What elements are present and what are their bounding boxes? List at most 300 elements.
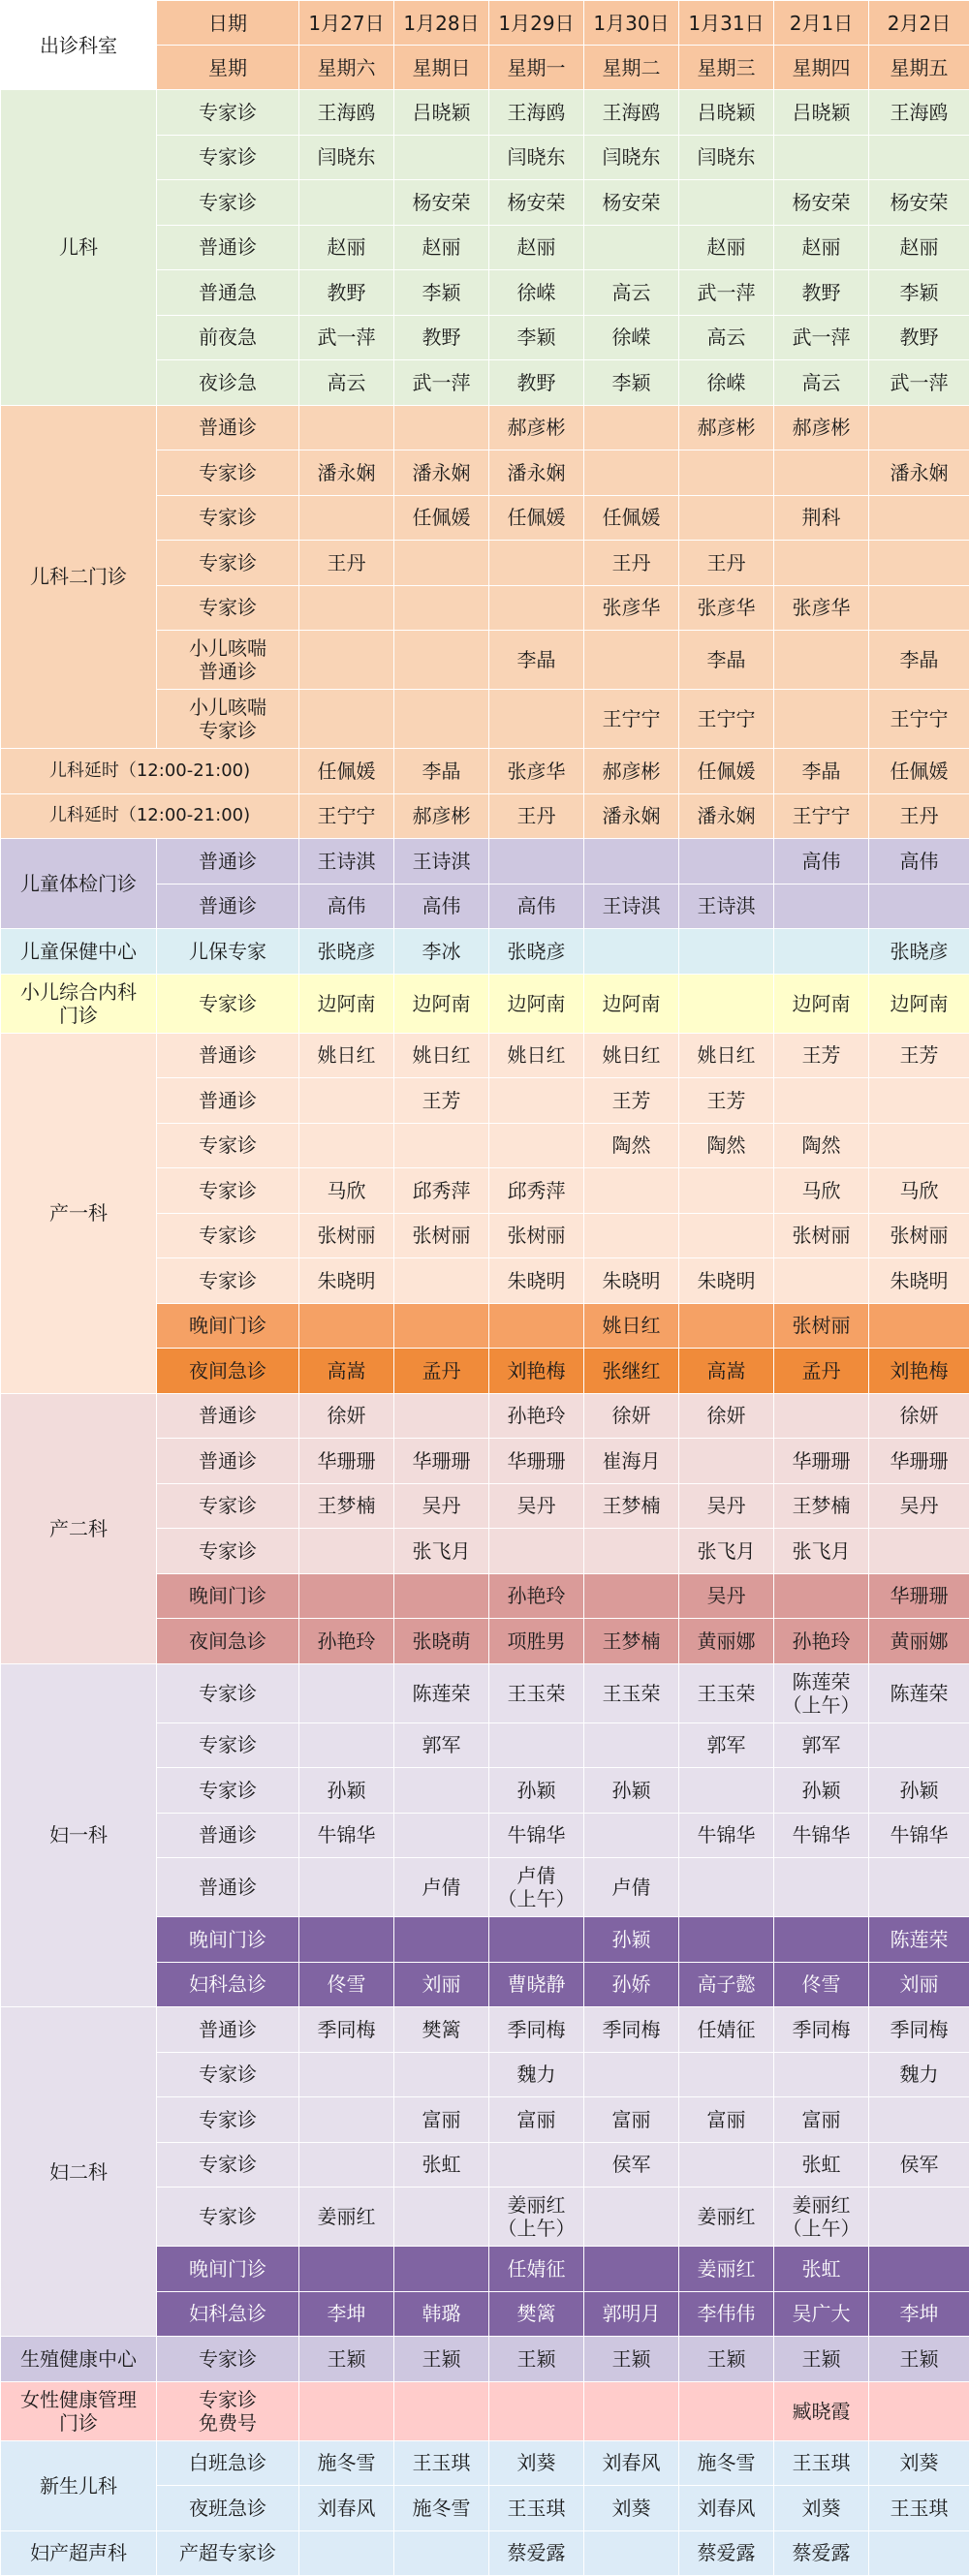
doctor-cell: 王海鸥 <box>584 90 679 136</box>
department-cell: 妇一科 <box>1 1663 157 2007</box>
clinic-type-cell: 小儿咳喘 普通诊 <box>157 631 299 690</box>
doctor-cell: 牛锦华 <box>774 1813 869 1858</box>
doctor-cell: 任佩媛 <box>869 749 969 794</box>
doctor-cell <box>299 1573 394 1619</box>
doctor-cell <box>299 2530 394 2576</box>
doctor-cell <box>679 180 774 226</box>
doctor-cell: 吕晓颖 <box>774 90 869 136</box>
doctor-cell: 孙颖 <box>584 1768 679 1814</box>
doctor-cell: 王梦楠 <box>774 1483 869 1529</box>
doctor-cell: 富丽 <box>489 2097 584 2143</box>
doctor-cell: 富丽 <box>584 2097 679 2143</box>
doctor-cell <box>869 1123 969 1168</box>
doctor-cell: 姜丽红 <box>679 2188 774 2247</box>
doctor-cell: 孙颖 <box>584 1917 679 1963</box>
clinic-type-cell: 专家诊 <box>157 1483 299 1529</box>
clinic-type-cell: 普通诊 <box>157 1813 299 1858</box>
doctor-cell <box>394 1768 489 1814</box>
doctor-cell: 华珊珊 <box>869 1573 969 1619</box>
doctor-cell: 王丹 <box>299 541 394 586</box>
doctor-cell: 牛锦华 <box>489 1813 584 1858</box>
doctor-cell: 高云 <box>774 360 869 406</box>
doctor-cell: 施冬雪 <box>394 2486 489 2531</box>
doctor-cell: 徐嵘 <box>489 270 584 316</box>
doctor-cell: 蔡爱露 <box>489 2530 584 2576</box>
doctor-cell <box>679 495 774 541</box>
doctor-cell: 潘永娴 <box>489 450 584 496</box>
doctor-cell: 王宁宁 <box>584 690 679 749</box>
doctor-cell <box>394 2530 489 2576</box>
doctor-cell: 潘永娴 <box>299 450 394 496</box>
clinic-type-cell: 专家诊 <box>157 2337 299 2382</box>
doctor-cell: 教野 <box>774 270 869 316</box>
doctor-cell: 王海鸥 <box>869 90 969 136</box>
doctor-cell: 侯军 <box>869 2142 969 2188</box>
doctor-cell: 姜丽红 （上午） <box>489 2188 584 2247</box>
doctor-cell: 刘春风 <box>679 2486 774 2531</box>
doctor-cell: 王梦楠 <box>584 1483 679 1529</box>
doctor-cell: 邱秀萍 <box>394 1168 489 1214</box>
doctor-cell: 陈莲荣 <box>869 1663 969 1723</box>
doctor-cell: 边阿南 <box>299 974 394 1033</box>
doctor-cell: 季同梅 <box>584 2007 679 2053</box>
doctor-cell <box>394 1917 489 1963</box>
doctor-cell: 陈莲荣 （上午） <box>774 1663 869 1723</box>
doctor-cell: 姜丽红 <box>299 2188 394 2247</box>
doctor-cell: 潘永娴 <box>679 793 774 839</box>
clinic-type-cell: 夜诊急 <box>157 360 299 406</box>
doctor-cell: 富丽 <box>394 2097 489 2143</box>
clinic-type-cell: 夜班急诊 <box>157 2486 299 2531</box>
clinic-type-cell: 产超专家诊 <box>157 2530 299 2576</box>
doctor-cell <box>394 1123 489 1168</box>
doctor-cell: 张晓彦 <box>299 929 394 975</box>
doctor-cell: 任婧征 <box>679 2007 774 2053</box>
doctor-cell: 邱秀萍 <box>489 1168 584 1214</box>
doctor-cell: 王玉琪 <box>394 2440 489 2486</box>
doctor-cell: 张继红 <box>584 1349 679 1394</box>
doctor-cell <box>869 1858 969 1917</box>
doctor-cell <box>869 585 969 631</box>
doctor-cell: 王诗淇 <box>299 839 394 885</box>
doctor-cell: 李坤 <box>869 2291 969 2337</box>
doctor-cell: 张树丽 <box>299 1213 394 1258</box>
schedule-row <box>1 929 969 975</box>
doctor-cell: 徐嵘 <box>679 360 774 406</box>
doctor-cell: 郭明月 <box>584 2291 679 2337</box>
doctor-cell: 赵丽 <box>394 225 489 270</box>
doctor-cell <box>679 1858 774 1917</box>
doctor-cell: 王丹 <box>869 793 969 839</box>
doctor-cell: 高子懿 <box>679 1962 774 2007</box>
doctor-cell: 赵丽 <box>679 225 774 270</box>
doctor-cell: 朱晓明 <box>299 1258 394 1304</box>
doctor-cell: 王丹 <box>679 541 774 586</box>
clinic-type-cell: 晚间门诊 <box>157 1573 299 1619</box>
doctor-cell <box>679 1439 774 1484</box>
schedule-row <box>1 1663 969 1723</box>
schedule-row <box>1 2440 969 2486</box>
doctor-cell <box>299 2142 394 2188</box>
doctor-cell <box>489 690 584 749</box>
doctor-cell: 武一萍 <box>394 360 489 406</box>
doctor-cell: 李伟伟 <box>679 2291 774 2337</box>
doctor-cell <box>584 2188 679 2247</box>
doctor-cell: 王颖 <box>394 2337 489 2382</box>
doctor-cell <box>489 541 584 586</box>
clinic-type-cell: 专家诊 <box>157 1529 299 1574</box>
clinic-type-cell: 专家诊 <box>157 1723 299 1768</box>
doctor-cell <box>299 1723 394 1768</box>
doctor-cell: 闫晓东 <box>489 135 584 180</box>
doctor-cell <box>774 135 869 180</box>
doctor-cell <box>584 1813 679 1858</box>
department-cell: 产一科 <box>1 1033 157 1393</box>
doctor-cell <box>489 1303 584 1349</box>
doctor-cell <box>299 1917 394 1963</box>
clinic-type-cell: 专家诊 <box>157 1663 299 1723</box>
doctor-cell: 任婧征 <box>489 2247 584 2292</box>
doctor-cell: 李坤 <box>299 2291 394 2337</box>
doctor-cell: 高嵩 <box>299 1349 394 1394</box>
doctor-cell: 高伟 <box>774 839 869 885</box>
doctor-cell: 孙颖 <box>869 1768 969 1814</box>
doctor-cell: 张彦华 <box>774 585 869 631</box>
clinic-type-cell: 专家诊 <box>157 450 299 496</box>
doctor-cell: 佟雪 <box>299 1962 394 2007</box>
doctor-cell <box>394 2381 489 2440</box>
clinic-type-cell: 小儿咳喘 专家诊 <box>157 690 299 749</box>
doctor-cell: 孟丹 <box>394 1349 489 1394</box>
doctor-cell: 姚日红 <box>394 1033 489 1078</box>
doctor-cell: 张虹 <box>394 2142 489 2188</box>
doctor-cell: 牛锦华 <box>299 1813 394 1858</box>
schedule-row <box>1 839 969 885</box>
schedule-row <box>1 2337 969 2382</box>
doctor-cell: 徐妍 <box>584 1393 679 1439</box>
doctor-cell: 王宁宁 <box>299 793 394 839</box>
clinic-type-cell: 专家诊 <box>157 2097 299 2143</box>
doctor-cell: 吕晓颖 <box>394 90 489 136</box>
clinic-type-cell: 专家诊 <box>157 1123 299 1168</box>
doctor-cell: 张虹 <box>774 2247 869 2292</box>
doctor-cell <box>299 2052 394 2097</box>
doctor-cell <box>774 631 869 690</box>
doctor-cell: 高云 <box>299 360 394 406</box>
clinic-type-cell: 专家诊 <box>157 135 299 180</box>
doctor-cell: 马欣 <box>869 1168 969 1214</box>
doctor-cell: 潘永娴 <box>584 793 679 839</box>
doctor-cell: 吴丹 <box>679 1573 774 1619</box>
doctor-cell <box>679 1917 774 1963</box>
doctor-cell: 佟雪 <box>774 1962 869 2007</box>
clinic-type-cell: 普通诊 <box>157 839 299 885</box>
doctor-cell <box>299 1078 394 1124</box>
weekday-cell: 星期三 <box>679 46 774 90</box>
doctor-cell <box>679 1213 774 1258</box>
doctor-cell: 任佩媛 <box>584 495 679 541</box>
doctor-cell: 季同梅 <box>299 2007 394 2053</box>
doctor-cell <box>394 135 489 180</box>
doctor-cell: 孙颖 <box>299 1768 394 1814</box>
doctor-cell: 牛锦华 <box>869 1813 969 1858</box>
department-cell: 产二科 <box>1 1393 157 1663</box>
doctor-cell: 张飞月 <box>774 1529 869 1574</box>
doctor-cell <box>394 631 489 690</box>
doctor-cell: 孙颖 <box>774 1768 869 1814</box>
doctor-cell: 张晓彦 <box>489 929 584 975</box>
doctor-cell <box>394 1258 489 1304</box>
doctor-cell: 高云 <box>679 315 774 360</box>
department-cell: 儿科二门诊 <box>1 405 157 749</box>
clinic-type-cell: 前夜急 <box>157 315 299 360</box>
clinic-type-cell: 专家诊 免费号 <box>157 2381 299 2440</box>
doctor-cell: 王玉荣 <box>584 1663 679 1723</box>
doctor-cell: 马欣 <box>774 1168 869 1214</box>
weekday-cell: 星期四 <box>774 46 869 90</box>
doctor-cell: 马欣 <box>299 1168 394 1214</box>
clinic-type-cell: 专家诊 <box>157 974 299 1033</box>
doctor-cell: 陈莲荣 <box>394 1663 489 1723</box>
clinic-type-cell: 晚间门诊 <box>157 1917 299 1963</box>
doctor-cell <box>299 1529 394 1574</box>
clinic-type-cell: 专家诊 <box>157 1258 299 1304</box>
doctor-cell: 杨安荣 <box>774 180 869 226</box>
doctor-cell: 徐嵘 <box>584 315 679 360</box>
department-cell: 妇二科 <box>1 2007 157 2337</box>
doctor-cell: 王玉琪 <box>869 2486 969 2531</box>
doctor-cell <box>869 884 969 929</box>
schedule-row <box>1 405 969 450</box>
doctor-cell <box>489 1723 584 1768</box>
weekday-cell: 星期五 <box>869 46 969 90</box>
doctor-cell <box>869 405 969 450</box>
doctor-cell: 樊篱 <box>394 2007 489 2053</box>
doctor-cell: 王宁宁 <box>679 690 774 749</box>
weekday-cell: 星期日 <box>394 46 489 90</box>
clinic-type-cell: 妇科急诊 <box>157 2291 299 2337</box>
doctor-cell <box>489 1123 584 1168</box>
doctor-cell: 卢倩 <box>394 1858 489 1917</box>
doctor-cell: 华珊珊 <box>774 1439 869 1484</box>
department-cell: 妇产超声科 <box>1 2530 157 2576</box>
doctor-cell: 王丹 <box>584 541 679 586</box>
clinic-type-cell: 专家诊 <box>157 1168 299 1214</box>
doctor-cell: 孟丹 <box>774 1349 869 1394</box>
doctor-cell <box>679 1168 774 1214</box>
doctor-cell: 李晶 <box>679 631 774 690</box>
doctor-cell: 季同梅 <box>489 2007 584 2053</box>
doctor-cell: 杨安荣 <box>584 180 679 226</box>
doctor-cell <box>679 929 774 975</box>
doctor-cell: 王芳 <box>679 1078 774 1124</box>
doctor-cell <box>869 135 969 180</box>
doctor-cell: 施冬雪 <box>299 2440 394 2486</box>
doctor-cell: 潘永娴 <box>869 450 969 496</box>
doctor-cell <box>299 2097 394 2143</box>
doctor-cell <box>584 2381 679 2440</box>
doctor-cell: 项胜男 <box>489 1619 584 1664</box>
doctor-cell: 郝彦彬 <box>584 749 679 794</box>
doctor-cell: 王梦楠 <box>584 1619 679 1664</box>
weekday-cell: 星期二 <box>584 46 679 90</box>
doctor-cell: 吕晓颖 <box>679 90 774 136</box>
clinic-type-cell: 普通诊 <box>157 405 299 450</box>
doctor-cell: 刘春风 <box>299 2486 394 2531</box>
doctor-cell: 王玉琪 <box>774 2440 869 2486</box>
doctor-cell: 张虹 <box>774 2142 869 2188</box>
doctor-cell: 李颖 <box>869 270 969 316</box>
clinic-type-cell: 专家诊 <box>157 2142 299 2188</box>
doctor-cell: 施冬雪 <box>679 2440 774 2486</box>
doctor-cell <box>584 929 679 975</box>
doctor-cell: 武一萍 <box>869 360 969 406</box>
doctor-cell: 孙艳玲 <box>489 1573 584 1619</box>
doctor-cell: 王颖 <box>584 2337 679 2382</box>
doctor-cell <box>869 1723 969 1768</box>
doctor-cell: 张树丽 <box>869 1213 969 1258</box>
doctor-cell: 王诗淇 <box>394 839 489 885</box>
doctor-cell: 富丽 <box>679 2097 774 2143</box>
doctor-cell: 张彦华 <box>679 585 774 631</box>
doctor-cell <box>869 2097 969 2143</box>
doctor-cell: 高伟 <box>489 884 584 929</box>
doctor-cell <box>299 495 394 541</box>
header-date-row <box>1 1 969 46</box>
doctor-cell: 王梦楠 <box>299 1483 394 1529</box>
doctor-cell: 陶然 <box>584 1123 679 1168</box>
doctor-cell: 王诗淇 <box>679 884 774 929</box>
doctor-cell: 蔡爱露 <box>679 2530 774 2576</box>
doctor-cell: 王诗淇 <box>584 884 679 929</box>
doctor-cell: 王宁宁 <box>774 793 869 839</box>
department-cell: 儿科延时（12:00-21:00) <box>1 749 299 794</box>
doctor-cell: 季同梅 <box>869 2007 969 2053</box>
doctor-cell: 朱晓明 <box>584 1258 679 1304</box>
doctor-cell: 赵丽 <box>869 225 969 270</box>
doctor-cell <box>299 690 394 749</box>
doctor-cell <box>299 585 394 631</box>
doctor-cell: 王颖 <box>869 2337 969 2382</box>
doctor-cell: 吴广大 <box>774 2291 869 2337</box>
doctor-cell: 荆科 <box>774 495 869 541</box>
clinic-type-cell: 普通诊 <box>157 2007 299 2053</box>
clinic-type-cell: 普通急 <box>157 270 299 316</box>
doctor-cell: 吴丹 <box>489 1483 584 1529</box>
doctor-cell: 樊篱 <box>489 2291 584 2337</box>
doctor-cell <box>299 2381 394 2440</box>
doctor-cell <box>584 2052 679 2097</box>
doctor-cell <box>774 929 869 975</box>
doctor-cell <box>774 1858 869 1917</box>
clinic-type-cell: 专家诊 <box>157 90 299 136</box>
doctor-cell: 朱晓明 <box>489 1258 584 1304</box>
doctor-cell: 富丽 <box>774 2097 869 2143</box>
doctor-cell: 武一萍 <box>774 315 869 360</box>
doctor-cell: 孙艳玲 <box>299 1619 394 1664</box>
schedule-row <box>1 2007 969 2053</box>
doctor-cell: 姚日红 <box>299 1033 394 1078</box>
doctor-cell: 崔海月 <box>584 1439 679 1484</box>
doctor-cell <box>394 2052 489 2097</box>
doctor-cell: 李晶 <box>489 631 584 690</box>
doctor-cell: 李颖 <box>584 360 679 406</box>
doctor-cell <box>774 541 869 586</box>
doctor-cell: 闫晓东 <box>679 135 774 180</box>
clinic-type-cell: 白班急诊 <box>157 2440 299 2486</box>
doctor-cell: 王宁宁 <box>869 690 969 749</box>
doctor-cell: 孙颖 <box>489 1768 584 1814</box>
doctor-cell <box>869 495 969 541</box>
doctor-cell <box>299 631 394 690</box>
doctor-cell: 黄丽娜 <box>679 1619 774 1664</box>
doctor-cell: 吴丹 <box>869 1483 969 1529</box>
doctor-cell: 陈莲荣 <box>869 1917 969 1963</box>
doctor-cell <box>774 450 869 496</box>
weekday-cell: 星期六 <box>299 46 394 90</box>
doctor-cell: 吴丹 <box>679 1483 774 1529</box>
department-cell: 小儿综合内科 门诊 <box>1 974 157 1033</box>
date-cell: 2月2日 <box>869 1 969 46</box>
doctor-cell: 张晓萌 <box>394 1619 489 1664</box>
doctor-cell: 教野 <box>299 270 394 316</box>
date-cell: 1月30日 <box>584 1 679 46</box>
doctor-cell <box>679 1768 774 1814</box>
doctor-cell <box>584 1723 679 1768</box>
doctor-cell <box>299 1123 394 1168</box>
doctor-cell: 卢倩 <box>584 1858 679 1917</box>
schedule-row <box>1 90 969 136</box>
doctor-cell: 边阿南 <box>774 974 869 1033</box>
doctor-cell: 季同梅 <box>774 2007 869 2053</box>
doctor-cell: 刘葵 <box>489 2440 584 2486</box>
doctor-cell: 徐妍 <box>679 1393 774 1439</box>
clinic-type-cell: 夜间急诊 <box>157 1619 299 1664</box>
clinic-type-cell: 普通诊 <box>157 1858 299 1917</box>
doctor-cell: 赵丽 <box>299 225 394 270</box>
doctor-cell <box>774 2052 869 2097</box>
clinic-type-cell: 专家诊 <box>157 2188 299 2247</box>
doctor-cell <box>869 2188 969 2247</box>
doctor-cell: 郝彦彬 <box>774 405 869 450</box>
doctor-cell: 郝彦彬 <box>489 405 584 450</box>
doctor-cell <box>584 2530 679 2576</box>
doctor-cell: 赵丽 <box>774 225 869 270</box>
schedule-row <box>1 749 969 794</box>
doctor-cell <box>584 631 679 690</box>
date-cell: 1月29日 <box>489 1 584 46</box>
doctor-cell: 张飞月 <box>679 1529 774 1574</box>
doctor-cell: 任佩媛 <box>299 749 394 794</box>
doctor-cell: 姚日红 <box>679 1033 774 1078</box>
doctor-cell <box>394 1813 489 1858</box>
doctor-cell: 张彦华 <box>584 585 679 631</box>
doctor-cell <box>489 585 584 631</box>
doctor-cell: 刘艳梅 <box>869 1349 969 1394</box>
doctor-cell: 郭军 <box>394 1723 489 1768</box>
doctor-cell <box>584 1529 679 1574</box>
doctor-cell: 王颖 <box>679 2337 774 2382</box>
doctor-cell: 姚日红 <box>489 1033 584 1078</box>
doctor-cell: 教野 <box>869 315 969 360</box>
doctor-cell: 蔡爱露 <box>774 2530 869 2576</box>
clinic-type-cell: 专家诊 <box>157 585 299 631</box>
doctor-cell <box>489 2381 584 2440</box>
doctor-cell: 王颖 <box>299 2337 394 2382</box>
doctor-cell: 韩璐 <box>394 2291 489 2337</box>
date-cell: 2月1日 <box>774 1 869 46</box>
doctor-cell: 高伟 <box>299 884 394 929</box>
